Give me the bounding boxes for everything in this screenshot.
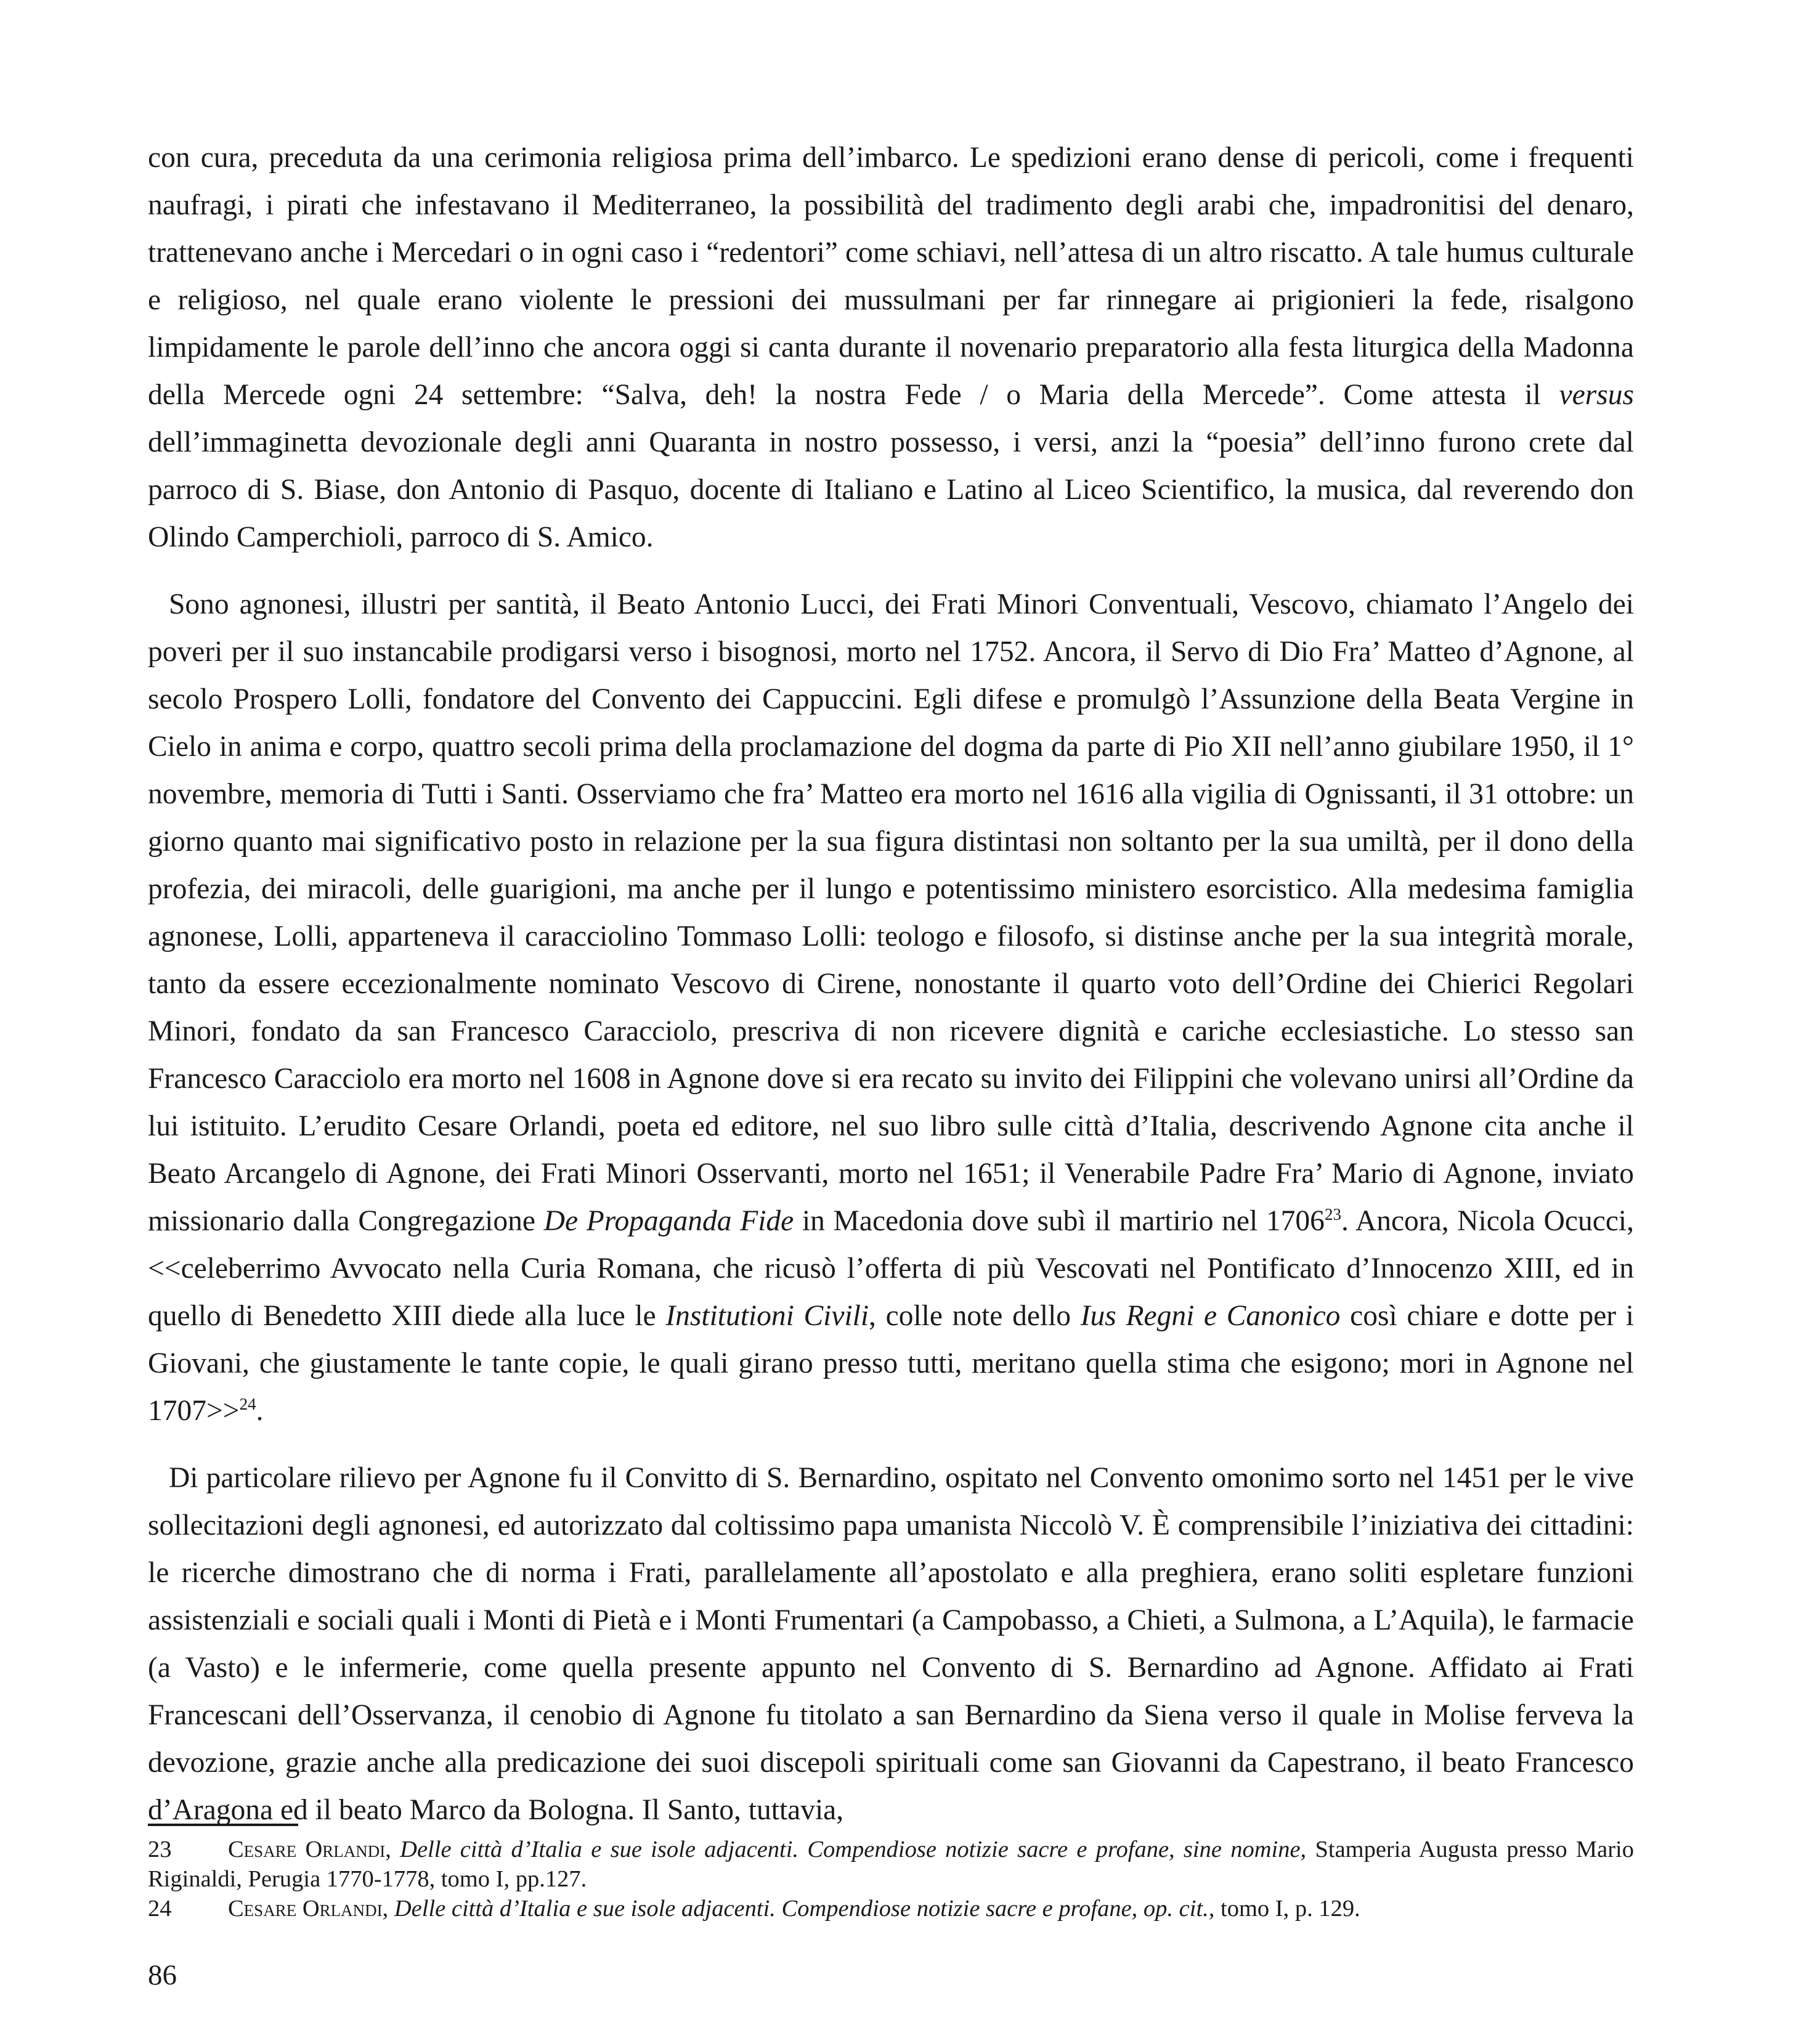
footnote-rest: Stamperia Augusta presso Mario Riginaldi, Perugia 1770-1778, tomo I, pp.127. bbox=[148, 1837, 1635, 1892]
body-paragraph-2: Sono agnonesi, illustri per santità, il Beato Antonio Lucci, dei Frati Minori Conventuali, Vescovo, chiamato l’Angelo dei poveri per il suo instancabile prodigarsi verso i bisognosi, morto nel 1752. Ancora, il Servo di Dio Fra’ Matteo d’Agnone, al secolo Prospero Lolli, fondatore del Convento dei Cappuccini. Egli difese e promulgò l’Assunzione della Beata Vergine in Cielo in anima e corpo, quattro secoli prima della proclamazione del dogma da parte di Pio XII nell’anno giubilare 1950, il 1° novembre, memoria di Tutti i Santi. Osserviamo che fra’ Matteo era morto nel 1616 alla vigilia di Ognissanti, il 31 ottobre: un giorno quanto mai significativo posto in relazione per la sua figura distintasi non soltanto per la sua umiltà, per il dono della profezia, dei miracoli, delle guarigioni, ma anche per il lungo e potentissimo ministero esorcistico. Alla medesima famiglia agnonese, Lolli, apparteneva il caracciolino Tommaso Lolli: teologo e filosofo, si distinse anche per la sua integrità morale, tanto da essere eccezionalmente nominato Vescovo di Cirene, nonostante il quarto voto dell’Ordine dei Chierici Regolari Minori, fondato da san Francesco Caracciolo, prescriva di non ricevere dignità e cariche ecclesiastiche. Lo stesso san Francesco Caracciolo era morto nel 1608 in Agnone dove si era recato su invito dei Filippini che volevano unirsi all’Ordine da lui istituito. L’erudito Cesare Orlandi, poeta ed editore, nel suo libro sulle città d’Italia, descrivendo Agnone cita anche il Beato Arcangelo di Agnone, dei Frati Minori Osservanti, morto nel 1651; il Venerabile Padre Fra’ Mario di Agnone, inviato missionario dalla Congregazione De Propaganda Fide in Macedonia dove subì il martirio nel 1706$^{23}$. Ancora, Nicola Ocucci, <<celeberrimo Avvocato nella Curia Romana, che ricusò l’offerta di più Vescovati nel Pontificato d’Innocenzo XIII, ed in quello di Benedetto XIII diede alla luce le Institutioni Civili, colle note dello Ius Regni e Canonico così chiare e dotte per i Giovani, che giustamente le tante copie, le quali girano presso tutti, meritano quella stima che esigono; mori in Agnone nel 1707>>$^{24}$. bbox=[148, 588, 1634, 1427]
footnote-reference: 24 bbox=[239, 1395, 256, 1414]
footnote-reference: 23 bbox=[1324, 1205, 1341, 1224]
page-number: 86 bbox=[148, 1959, 177, 1991]
footnote-number: 24 bbox=[148, 1896, 172, 1922]
footnote-title: Delle città d’Italia e sue isole adjacenti. Compendiose notizie sacre e profane, sine nomine, bbox=[400, 1837, 1307, 1862]
footnote-rest: tomo I, p. 129. bbox=[1214, 1896, 1360, 1922]
body-paragraph-3: Di particolare rilievo per Agnone fu il Convitto di S. Bernardino, ospitato nel Convento omonimo sorto nel 1451 per le vive sollecitazioni degli agnonesi, ed autorizzato dal coltissimo papa umanista Niccolò V. È comprensibile l’iniziativa dei cittadini: le ricerche dimostrano che di norma i Frati, parallelamente all’apostolato e alla preghiera, erano soliti espletare funzioni assistenziali e sociali quali i Monti di Pietà e i Monti Frumentari (a Campobasso, a Chieti, a Sulmona, a L’Aquila), le farmacie (a Vasto) e le infermerie, come quella presente appunto nel Convento di S. Bernardino ad Agnone. Affidato ai Frati Francescani dell’Osservanza, il cenobio di Agnone fu titolato a san Bernardino da Siena verso il quale in Molise ferveva la devozione, grazie anche alla predicazione dei suoi discepoli spirituali come san Giovanni da Capestrano, il beato Francesco d’Aragona ed il beato Marco da Bologna. Il Santo, tuttavia, bbox=[148, 1462, 1634, 1826]
footnote-number: 23 bbox=[148, 1837, 172, 1862]
page-body bbox=[148, 134, 1634, 1834]
footnote-title: Delle città d’Italia e sue isole adjacenti. Compendiose notizie sacre e profane, op. cit., bbox=[394, 1896, 1215, 1922]
italic-text: Ius Regni e Canonico bbox=[1080, 1300, 1341, 1332]
footnote-author: Cesare Orlandi bbox=[228, 1896, 383, 1922]
footnote-23: 23 Cesare Orlandi, Delle città d’Italia e sue isole adjacenti. Compendiose notizie sacre e profane, sine nomine, Stamperia Augusta presso Mario Riginaldi, Perugia 1770-1778, tomo I, pp.127. bbox=[148, 1835, 1634, 1894]
italic-text: versus bbox=[1559, 379, 1634, 411]
footnote-24: 24 Cesare Orlandi, Delle città d’Italia e sue isole adjacenti. Compendiose notizie sacre e profane, op. cit., tomo I, p. 129. bbox=[148, 1894, 1634, 1923]
italic-text: De Propaganda Fide bbox=[543, 1205, 794, 1237]
footnote-author: Cesare Orlandi bbox=[228, 1837, 386, 1862]
footnote-separator bbox=[148, 1824, 298, 1826]
footnotes bbox=[148, 1824, 1634, 1923]
italic-text: Institutioni Civili bbox=[665, 1300, 869, 1332]
body-paragraph-1: con cura, preceduta da una cerimonia religiosa prima dell’imbarco. Le spedizioni erano dense di pericoli, come i frequenti naufragi, i pirati che infestavano il Mediterraneo, la possibilità del tradimento degli arabi che, impadronitisi del denaro, trattenevano anche i Mercedari o in ogni caso i “redentori” come schiavi, nell’attesa di un altro riscatto. A tale humus culturale e religioso, nel quale erano violente le pressioni dei mussulmani per far rinnegare ai prigionieri la fede, risalgono limpidamente le parole dell’inno che ancora oggi si canta durante il novenario preparatorio alla festa liturgica della Madonna della Mercede ogni 24 settembre: “Salva, deh! la nostra Fede / o Maria della Mercede”. Come attesta il versus dell’immaginetta devozionale degli anni Quaranta in nostro possesso, i versi, anzi la “poesia” dell’inno furono crete dal parroco di S. Biase, don Antonio di Pasquo, docente di Italiano e Latino al Liceo Scientifico, la musica, dal reverendo don Olindo Camperchioli, parroco di S. Amico. bbox=[148, 142, 1634, 553]
